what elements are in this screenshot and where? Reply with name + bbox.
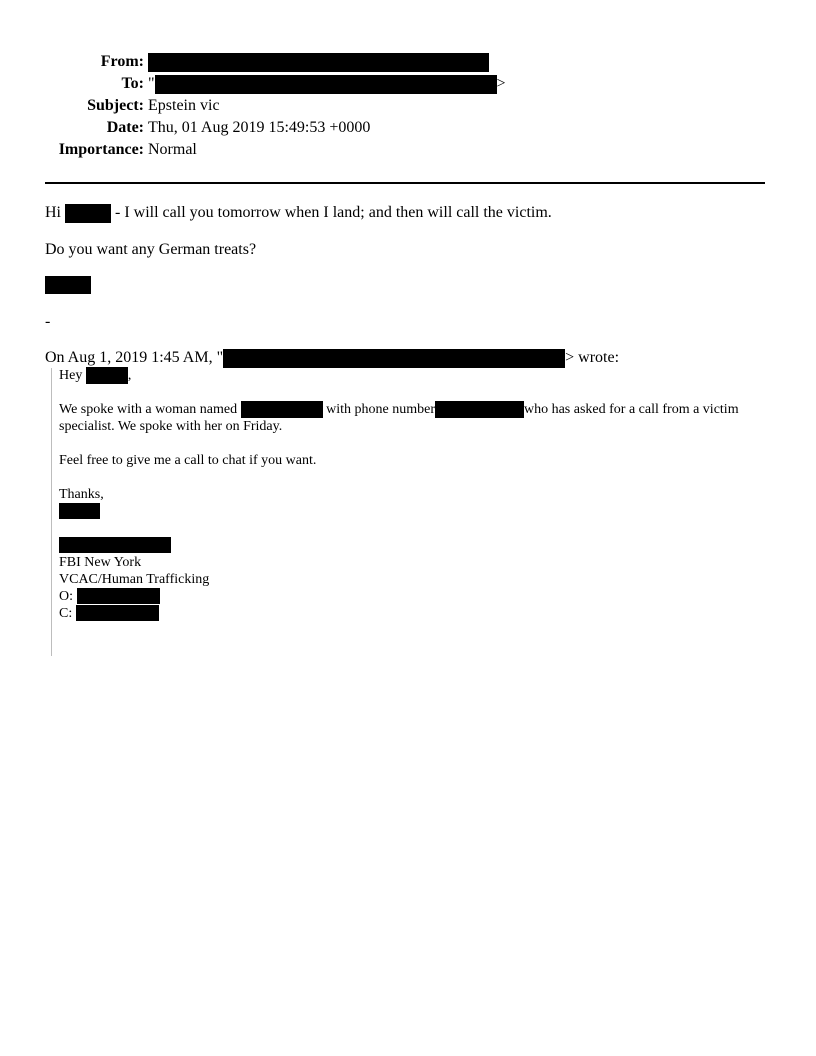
importance-value: Normal [148,141,197,158]
quoted-greeting [59,367,131,384]
quoted-p1-c: who has asked for a call from a victim [523,402,739,417]
quoted-thanks: Thanks, [59,487,104,502]
quoted-paragraph-2: Feel free to give me a call to chat if you want. [59,453,317,468]
header-from-row [0,52,816,72]
office-label: O: [59,589,73,604]
quoted-sender-name [59,503,100,520]
redaction-box [76,605,159,621]
quote-bar [51,368,52,656]
redaction-box [223,349,565,368]
importance-label: Importance: [58,141,144,158]
quoted-paragraph-1-line-1 [59,401,739,418]
quoted-paragraph-1-line-2: specialist. We spoke with her on Friday. [59,419,283,434]
redaction-box [148,53,489,72]
greeting: Hi [45,204,61,221]
quote-intro [45,348,619,368]
quoted-sig-name [59,537,171,554]
redaction-box [241,401,323,418]
from-value [148,52,489,72]
date-label: Date: [106,119,144,136]
quote-intro-prefix: On Aug 1, 2019 1:45 AM, " [45,349,224,366]
redaction-box [59,537,171,553]
header-subject-row [0,96,816,116]
redaction-box [65,204,111,223]
header-date-row [0,118,816,138]
redaction-box [59,503,100,519]
quoted-p1-b: with phone number [326,402,435,417]
date-value: Thu, 01 Aug 2019 15:49:53 +0000 [148,119,371,136]
redaction-box [77,588,160,604]
redaction-box [45,276,91,294]
message-line-1 [45,203,552,223]
redaction-box [435,401,524,418]
redaction-box [86,367,128,384]
quoted-sig-unit: VCAC/Human Trafficking [59,572,210,587]
header-divider [45,182,765,184]
quoted-p1-a: We spoke with a woman named [59,402,238,417]
to-prefix: " [148,75,155,92]
message-line-2: Do you want any German treats? [45,241,257,258]
quoted-hey: Hey [59,368,83,383]
header-importance-row [0,140,816,160]
to-suffix: > [496,75,506,92]
from-label: From: [100,53,144,70]
quote-intro-suffix: > wrote: [565,349,620,366]
redaction-box [155,75,497,94]
signature-redacted [45,276,91,296]
separator-dash: - [45,313,51,330]
subject-value: Epstein vic [148,97,220,114]
header-to-row [0,74,816,94]
quoted-sig-org: FBI New York [59,555,142,570]
cell-label: C: [59,606,73,621]
message-line-1-text: - I will call you tomorrow when I land; and then will call the victim. [115,204,552,221]
quoted-sig-office [59,588,160,605]
subject-label: Subject: [87,97,144,114]
to-value [148,74,506,94]
quoted-sig-cell [59,605,159,622]
to-label: To: [121,75,144,92]
quoted-hey-comma: , [127,368,132,383]
